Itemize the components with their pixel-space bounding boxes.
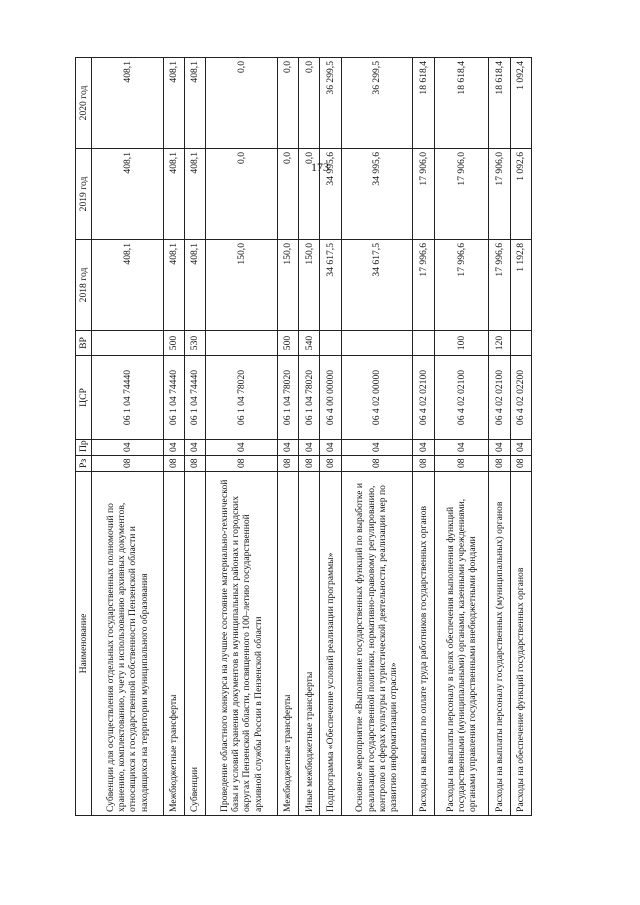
- cell-y2019: 408,1: [92, 149, 164, 240]
- page-number: 173: [311, 160, 329, 174]
- cell-y2020: 0,0: [277, 58, 298, 149]
- cell-rz: 08: [510, 456, 531, 472]
- cell-y2019: 34 995,6: [320, 149, 341, 240]
- cell-csr: 06 1 04 78020: [277, 356, 298, 440]
- cell-csr: 06 1 04 74440: [184, 356, 205, 440]
- cell-y2019: 17 906,0: [413, 149, 434, 240]
- table-row: [92, 58, 164, 816]
- cell-pr: 04: [341, 440, 413, 456]
- cell-rz: 08: [489, 456, 510, 472]
- cell-pr: 04: [163, 440, 184, 456]
- rotated-table-wrapper: [75, 58, 532, 816]
- table-row: [413, 58, 434, 816]
- cell-rz: 08: [413, 456, 434, 472]
- header-row: [76, 58, 92, 816]
- cell-name: Субвенции для осуществления отдельных государственных полномочий по хранению, комплектованию, учету и использованию архивных документов, относящихся к государственной собственности Пензенской области и находящихся на территории муниципального образования: [92, 472, 164, 816]
- cell-y2020: 18 618,4: [413, 58, 434, 149]
- cell-pr: 04: [413, 440, 434, 456]
- cell-rz: 08: [184, 456, 205, 472]
- cell-y2019: 408,1: [163, 149, 184, 240]
- cell-rz: 08: [277, 456, 298, 472]
- table-row: [206, 58, 278, 816]
- cell-name: Проведение областного конкурса на лучшее состояние материально-технической базы и условий хранения документов в муниципальных районах и городских округах Пензенской области, посвященного 100–летию государственной архивной службы России в Пензенской области: [206, 472, 278, 816]
- table-row: [489, 58, 510, 816]
- cell-y2020: 18 618,4: [434, 58, 489, 149]
- cell-csr: 06 4 02 02100: [413, 356, 434, 440]
- cell-pr: 04: [320, 440, 341, 456]
- cell-csr: 06 4 02 02100: [434, 356, 489, 440]
- table-row: [277, 58, 298, 816]
- table-row: [184, 58, 205, 816]
- cell-y2018: 150,0: [206, 240, 278, 331]
- cell-vr: 500: [163, 331, 184, 356]
- cell-name: Основное мероприятие «Выполнение государственных функций по выработке и реализации государственной политики, нормативно-правовому регулированию, контролю в сферах культуры и туристической деятельности, реализации мер по развитию информатизации отрасли»: [341, 472, 413, 816]
- cell-name: Расходы на выплаты по оплате труда работников государственных органов: [413, 472, 434, 816]
- header-2018: 2018 год: [76, 240, 92, 331]
- table-row: [163, 58, 184, 816]
- cell-y2019: 34 995,6: [341, 149, 413, 240]
- cell-name: Межбюджетные трансферты: [163, 472, 184, 816]
- table-row: [510, 58, 531, 816]
- cell-rz: 08: [206, 456, 278, 472]
- cell-rz: 08: [299, 456, 320, 472]
- table-row: [299, 58, 320, 816]
- cell-y2020: 408,1: [184, 58, 205, 149]
- cell-y2020: 36 299,5: [320, 58, 341, 149]
- cell-pr: 04: [184, 440, 205, 456]
- cell-pr: 04: [489, 440, 510, 456]
- cell-y2018: 34 617,5: [341, 240, 413, 331]
- cell-y2018: 1 192,8: [510, 240, 531, 331]
- header-csr: ЦСР: [76, 356, 92, 440]
- cell-y2019: 17 906,0: [434, 149, 489, 240]
- header-rz: Рз: [76, 456, 92, 472]
- table-row: [434, 58, 489, 816]
- cell-vr: 530: [184, 331, 205, 356]
- cell-rz: 08: [163, 456, 184, 472]
- cell-csr: 06 1 04 78020: [299, 356, 320, 440]
- cell-name: Расходы на выплаты персоналу государственных (муниципальных) органов: [489, 472, 510, 816]
- cell-y2019: 0,0: [206, 149, 278, 240]
- cell-pr: 04: [277, 440, 298, 456]
- cell-name: Расходы на обеспечение функций государственных органов: [510, 472, 531, 816]
- cell-name: Иные межбюджетные трансферты: [299, 472, 320, 816]
- cell-y2018: 34 617,5: [320, 240, 341, 331]
- cell-y2019: 0,0: [299, 149, 320, 240]
- cell-vr: 500: [277, 331, 298, 356]
- cell-vr: [341, 331, 413, 356]
- cell-y2018: 408,1: [184, 240, 205, 331]
- cell-vr: 100: [434, 331, 489, 356]
- cell-vr: [510, 331, 531, 356]
- cell-y2018: 17 996,6: [489, 240, 510, 331]
- cell-vr: [320, 331, 341, 356]
- header-pr: Пр: [76, 440, 92, 456]
- cell-y2019: 1 092,6: [510, 149, 531, 240]
- cell-rz: 08: [320, 456, 341, 472]
- cell-y2020: 36 299,5: [341, 58, 413, 149]
- cell-name: Субвенции: [184, 472, 205, 816]
- cell-name: Расходы на выплаты персоналу в целях обеспечения выполнения функций государственными (муниципальными) органами, казенными учреждениями, органами управления государственными внебюджетными фондами: [434, 472, 489, 816]
- cell-csr: 06 4 02 00000: [341, 356, 413, 440]
- cell-y2018: 408,1: [163, 240, 184, 331]
- cell-rz: 08: [434, 456, 489, 472]
- cell-y2019: 408,1: [184, 149, 205, 240]
- header-name: Наименование: [76, 472, 92, 816]
- cell-vr: [92, 331, 164, 356]
- cell-vr: 120: [489, 331, 510, 356]
- cell-csr: 06 1 04 78020: [206, 356, 278, 440]
- cell-y2020: 408,1: [163, 58, 184, 149]
- cell-y2018: 150,0: [299, 240, 320, 331]
- cell-pr: 04: [434, 440, 489, 456]
- table-row: [341, 58, 413, 816]
- header-2020: 2020 год: [76, 58, 92, 149]
- cell-y2020: 0,0: [206, 58, 278, 149]
- cell-y2019: 17 906,0: [489, 149, 510, 240]
- cell-pr: 04: [206, 440, 278, 456]
- cell-rz: 08: [92, 456, 164, 472]
- cell-vr: 540: [299, 331, 320, 356]
- cell-y2020: 18 618,4: [489, 58, 510, 149]
- table-row: [320, 58, 341, 816]
- cell-y2020: 1 092,4: [510, 58, 531, 149]
- cell-y2018: 17 996,6: [413, 240, 434, 331]
- cell-csr: 06 1 04 74440: [163, 356, 184, 440]
- cell-csr: 06 4 00 00000: [320, 356, 341, 440]
- cell-csr: 06 1 04 74440: [92, 356, 164, 440]
- cell-pr: 04: [299, 440, 320, 456]
- cell-y2020: 408,1: [92, 58, 164, 149]
- cell-rz: 08: [341, 456, 413, 472]
- cell-vr: [413, 331, 434, 356]
- cell-y2019: 0,0: [277, 149, 298, 240]
- cell-y2018: 150,0: [277, 240, 298, 331]
- cell-y2018: 408,1: [92, 240, 164, 331]
- cell-vr: [206, 331, 278, 356]
- cell-name: Межбюджетные трансферты: [277, 472, 298, 816]
- cell-y2018: 17 996,6: [434, 240, 489, 331]
- budget-table: [75, 57, 532, 816]
- cell-pr: 04: [92, 440, 164, 456]
- cell-name: Подпрограмма «Обеспечение условий реализации программы»: [320, 472, 341, 816]
- cell-csr: 06 4 02 02100: [489, 356, 510, 440]
- cell-y2020: 0,0: [299, 58, 320, 149]
- cell-csr: 06 4 02 02200: [510, 356, 531, 440]
- cell-pr: 04: [510, 440, 531, 456]
- header-2019: 2019 год: [76, 149, 92, 240]
- header-vr: ВР: [76, 331, 92, 356]
